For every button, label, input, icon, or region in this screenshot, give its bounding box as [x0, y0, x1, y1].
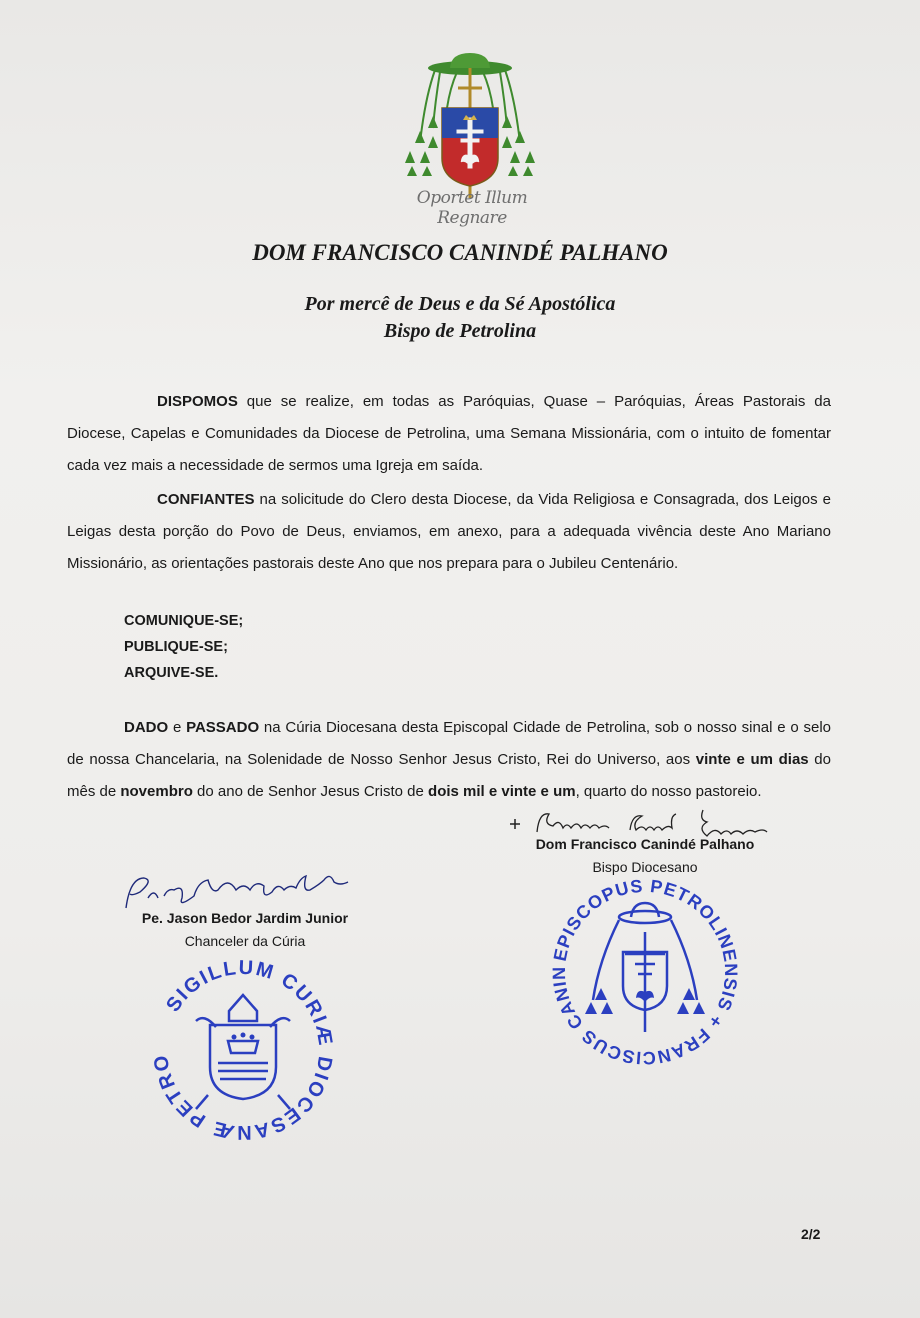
bold-text: vinte e um dias — [695, 751, 809, 768]
paragraph-text: na Cúria Diocesana desta Episcopal Cidade de Petrolina, sob o nosso sinal e o selo de nossa Chancelaria, na Solenidade de Nosso Senhor Jesus Cristo, Rei do Universo, aos — [67, 719, 831, 768]
chancellor-signature-name: Pe. Jason Bedor Jardim Junior — [141, 910, 349, 926]
paragraph-lead: DISPOMOS — [157, 393, 238, 410]
closing-line: PUBLIQUE-SE; — [124, 639, 228, 655]
bold-text: novembro — [120, 783, 193, 800]
coat-of-arms-motto: Oportet Illum Regnare — [416, 188, 528, 228]
bold-text: dois mil e vinte e um — [428, 783, 576, 800]
bold-text: PASSADO — [186, 719, 260, 736]
bishop-seal-stamp — [545, 872, 745, 1072]
paragraph-confiantes — [67, 484, 831, 580]
closing-line: ARQUIVE-SE. — [124, 665, 219, 681]
svg-text:SIGILLUM CURIÆ DIOCESANÆ PETRO — [148, 955, 337, 1143]
bishop-signature-role: Bispo Diocesano — [592, 859, 698, 875]
header-line-2: Bispo de Petrolina — [383, 320, 537, 342]
bishop-signature-name: Dom Francisco Canindé Palhano — [535, 836, 755, 852]
paragraph-text: que se realize, em todas as Paróquias, Quase – Paróquias, Áreas Pastorais da Diocese, Capelas e Comunidades da Diocese de Petrolina, uma Semana Missionária, com o intuito de fomentar cada vez mais a necessidade de sermos uma Igreja em saída. — [67, 393, 831, 474]
paragraph-text: do ano de Senhor Jesus Cristo de — [192, 783, 429, 800]
header-line-1: Por mercê de Deus e da Sé Apostólica — [304, 293, 616, 315]
bold-text: DADO — [124, 719, 169, 736]
bishop-seal-text: EPISCOPUS PETROLINENSIS + FRANCISCUS CANIN — [548, 875, 742, 1069]
chancellor-signature-role: Chanceler da Cúria — [184, 933, 306, 949]
curia-seal-stamp — [148, 955, 338, 1145]
svg-text:EPISCOPUS PETROLINENSIS + FRAN — [545, 872, 741, 1068]
curia-seal-text: SIGILLUM CURIÆ DIOCESANÆ PETRO — [149, 956, 337, 1144]
closing-formula — [124, 608, 243, 686]
bishop-title: DOM FRANCISCO CANINDÉ PALHANO — [252, 240, 668, 265]
closing-line: COMUNIQUE-SE; — [124, 613, 244, 629]
page-number: 2/2 — [801, 1226, 821, 1242]
paragraph-text: , quarto do nosso pastoreio. — [575, 783, 762, 800]
paragraph-text: na solicitude do Clero desta Diocese, da Vida Religiosa e Consagrada, dos Leigos e Leigas desta porção do Povo de Deus, enviamos, em anexo, para a adequada vivência deste Ano Mariano Missionário, as orientações pastorais deste Ano que nos prepara para o Jubileu Centenário. — [67, 491, 831, 572]
paragraph-dispomos — [67, 386, 831, 482]
paragraph-lead: CONFIANTES — [157, 491, 255, 508]
paragraph-text: e — [168, 719, 187, 736]
paragraph-dado-passado — [67, 712, 831, 808]
paragraph-text: do mês de — [67, 751, 831, 800]
